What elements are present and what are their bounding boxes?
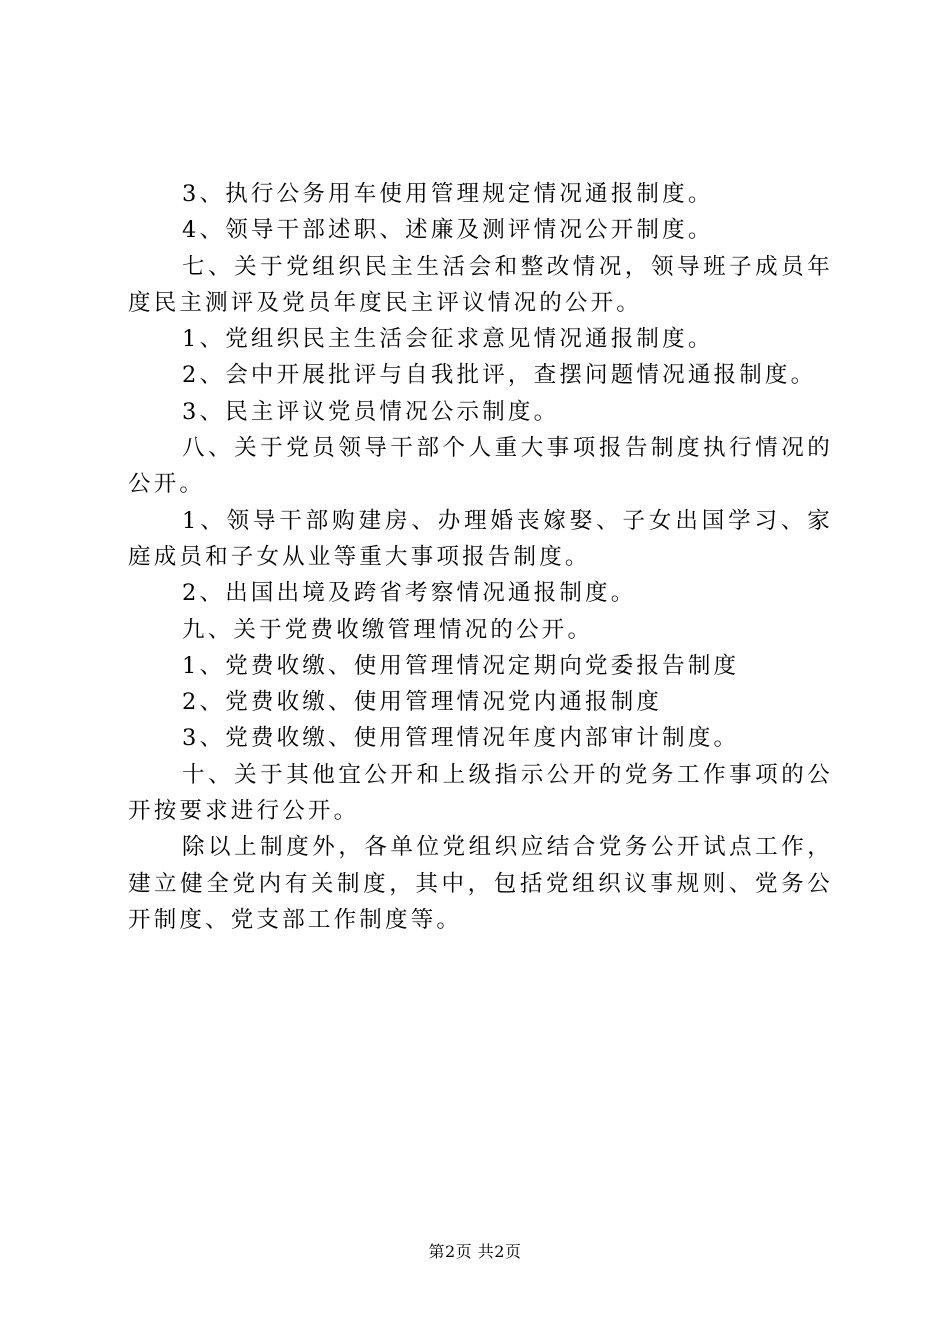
paragraph-item-3-member-review: 3、民主评议党员情况公示制度。	[182, 398, 560, 425]
paragraph-item-1-dues-report: 1、党费收缴、使用管理情况定期向党委报告制度	[182, 652, 740, 679]
paragraph-item-1-life-meeting: 1、党组织民主生活会征求意见情况通报制度。	[182, 326, 714, 353]
paragraph-item-2-criticism: 2、会中开展批评与自我批评，查摆问题情况通报制度。	[182, 362, 817, 389]
section-heading-10: 十、关于其他宜公开和上级指示公开的党务工作事项的公开按要求进行公开。	[128, 761, 833, 825]
section-heading-9: 九、关于党费收缴管理情况的公开。	[182, 616, 594, 643]
paragraph-item-3-dues-audit: 3、党费收缴、使用管理情况年度内部审计制度。	[182, 725, 740, 752]
section-heading-8: 八、关于党员领导干部个人重大事项报告制度执行情况的公开。	[128, 435, 833, 498]
paragraph-item-4-leader-reporting: 4、领导干部述职、述廉及测评情况公开制度。	[182, 217, 714, 244]
paragraph-item-1-major-matters: 1、领导干部购建房、办理婚丧嫁娶、子女出国学习、家庭成员和子女从业等重大事项报告制度。	[128, 507, 833, 570]
section-heading-7: 七、关于党组织民主生活会和整改情况，领导班子成员年度民主测评及党员年度民主评议情况的公开。	[128, 253, 833, 316]
paragraph-item-2-travel: 2、出国出境及跨省考察情况通报制度。	[182, 580, 637, 607]
page-number-footer: 第2页 共2页	[428, 1242, 522, 1261]
closing-paragraph: 除以上制度外，各单位党组织应结合党务公开试点工作，建立健全党内有关制度，其中，包括党组织议事规则、党务公开制度、党支部工作制度等。	[128, 834, 833, 933]
paragraph-item-2-dues-notice: 2、党费收缴、使用管理情况党内通报制度	[182, 689, 663, 716]
document-body	[128, 176, 833, 938]
paragraph-item-3-car-usage: 3、执行公务用车使用管理规定情况通报制度。	[182, 181, 714, 207]
